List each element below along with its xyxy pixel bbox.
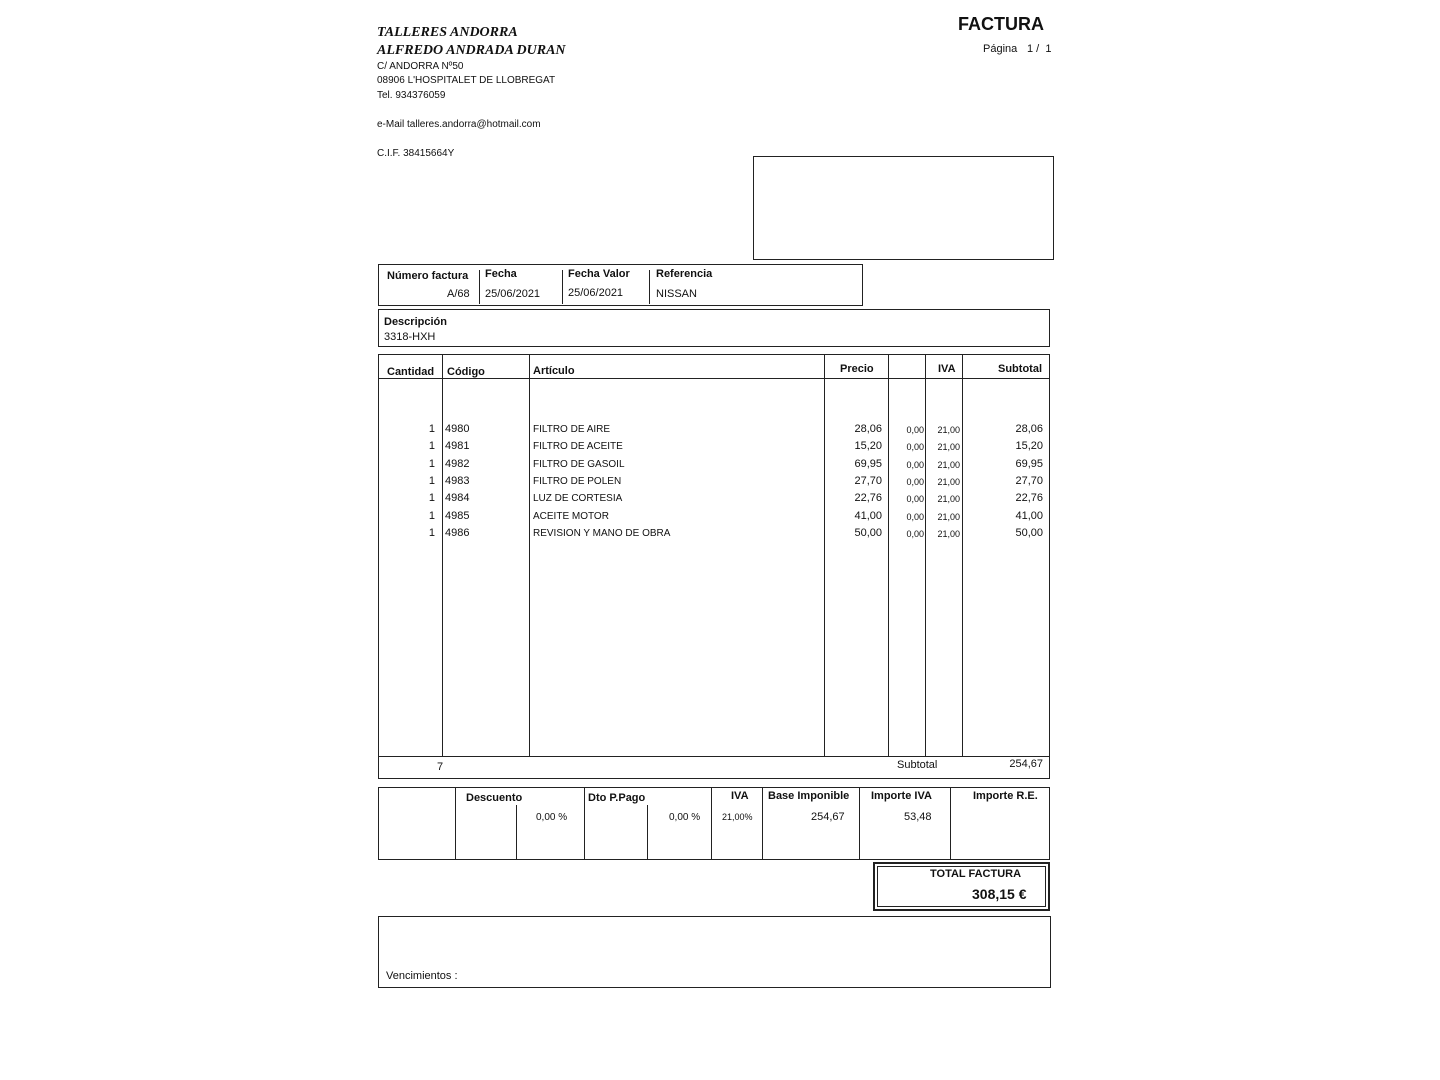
cell-codigo: 4980: [445, 423, 470, 435]
cell-iva: 21,00: [937, 528, 960, 539]
cell-articulo: FILTRO DE AIRE: [533, 424, 611, 435]
cell-subtotal: 69,95: [1015, 457, 1043, 470]
footer-subtotal-label: Subtotal: [897, 759, 938, 771]
cell-precio: 15,20: [854, 440, 882, 453]
cell-dto: 0,00: [906, 442, 924, 453]
cell-iva: 21,00: [937, 459, 960, 470]
table-row: [0, 492, 1440, 509]
cell-precio: 22,76: [854, 492, 882, 505]
cell-precio: 69,95: [854, 457, 882, 470]
descripcion-box: [378, 309, 1050, 347]
descuento-label: Descuento: [466, 792, 523, 804]
fecha-valor-value: 25/06/2021: [568, 287, 624, 299]
cell-articulo: ACEITE MOTOR: [533, 510, 609, 522]
cell-precio: 27,70: [854, 474, 882, 487]
cell-subtotal: 50,00: [1015, 526, 1043, 539]
col-subtotal-header: Subtotal: [998, 363, 1042, 375]
cell-codigo: 4985: [445, 509, 470, 522]
cell-iva: 21,00: [937, 442, 960, 453]
cell-codigo: 4982: [445, 457, 470, 470]
page-number: 1 / 1: [1027, 43, 1052, 55]
cell-dto: 0,00: [906, 425, 924, 435]
iva-label: IVA: [731, 790, 749, 802]
vencimientos-label: Vencimientos :: [386, 970, 458, 982]
footer-subtotal-value: 254,67: [1009, 758, 1043, 770]
company-city: 08906 L'HOSPITALET DE LLOBREGAT: [377, 75, 556, 86]
table-row: [0, 458, 1440, 475]
cell-articulo: FILTRO DE POLEN: [533, 475, 622, 487]
col-iva-header: IVA: [938, 363, 956, 375]
document-title: FACTURA: [958, 14, 1044, 34]
iva-value: 21,00%: [722, 812, 753, 822]
company-email: e-Mail talleres.andorra@hotmail.com: [377, 119, 541, 130]
cell-codigo: 4984: [445, 492, 470, 505]
page-label: Página: [983, 43, 1018, 55]
fecha-valor-label: Fecha Valor: [568, 268, 630, 280]
items-table: [378, 354, 1050, 779]
table-row: [0, 440, 1440, 457]
table-row: [0, 527, 1440, 544]
cell-cantidad: 1: [428, 509, 435, 522]
total-factura-label: TOTAL FACTURA: [930, 868, 1022, 880]
company-address: C/ ANDORRA Nº50: [377, 61, 464, 72]
col-codigo-header: Código: [447, 366, 485, 378]
cell-articulo: REVISION Y MANO DE OBRA: [533, 527, 671, 539]
importe-re-label: Importe R.E.: [973, 790, 1038, 802]
cell-subtotal: 15,20: [1015, 440, 1043, 453]
cell-iva: 21,00: [937, 494, 960, 505]
cell-articulo: FILTRO DE GASOIL: [533, 458, 625, 470]
cell-dto: 0,00: [906, 511, 924, 522]
cell-subtotal: 28,06: [1015, 423, 1043, 435]
importe-iva-label: Importe IVA: [871, 790, 932, 802]
cell-precio: 28,06: [854, 423, 882, 435]
cell-cantidad: 1: [428, 423, 435, 435]
cell-iva: 21,00: [937, 425, 960, 435]
referencia-label: Referencia: [656, 268, 713, 280]
table-row: [0, 475, 1440, 492]
cell-dto: 0,00: [906, 476, 924, 487]
total-factura-value: 308,15 €: [972, 886, 1027, 902]
base-imponible-label: Base Imponible: [768, 790, 850, 802]
company-cif: C.I.F. 38415664Y: [377, 148, 455, 159]
cell-dto: 0,00: [906, 459, 924, 470]
cell-codigo: 4983: [445, 474, 470, 487]
company-name-line2: ALFREDO ANDRADA DURAN: [377, 43, 566, 58]
cell-precio: 50,00: [854, 526, 882, 539]
cell-subtotal: 41,00: [1015, 509, 1043, 522]
fecha-value: 25/06/2021: [485, 288, 541, 300]
importe-iva-value: 53,48: [904, 811, 932, 823]
cell-cantidad: 1: [428, 440, 435, 453]
client-address-box: [753, 156, 1054, 260]
cell-iva: 21,00: [937, 476, 960, 487]
cell-articulo: LUZ DE CORTESIA: [533, 493, 623, 505]
col-cantidad-header: Cantidad: [387, 366, 435, 378]
fecha-label: Fecha: [485, 268, 517, 280]
cell-articulo: FILTRO DE ACEITE: [533, 441, 623, 453]
dto-pago-value: 0,00 %: [669, 812, 701, 823]
cell-precio: 41,00: [854, 509, 882, 522]
cell-subtotal: 22,76: [1015, 492, 1043, 505]
cell-cantidad: 1: [428, 474, 435, 487]
col-articulo-header: Artículo: [533, 365, 575, 377]
footer-count: 7: [437, 761, 444, 773]
table-row: [0, 510, 1440, 527]
cell-dto: 0,00: [906, 528, 924, 539]
descuento-value: 0,00 %: [536, 812, 568, 823]
referencia-value: NISSAN: [656, 288, 697, 300]
cell-codigo: 4981: [445, 440, 470, 453]
cell-subtotal: 27,70: [1015, 474, 1043, 487]
cell-iva: 21,00: [937, 511, 960, 522]
cell-cantidad: 1: [428, 457, 435, 470]
cell-dto: 0,00: [906, 494, 924, 505]
col-precio-header: Precio: [840, 363, 874, 375]
cell-cantidad: 1: [428, 492, 435, 505]
base-imponible-value: 254,67: [811, 811, 845, 823]
descripcion-value: 3318-HXH: [384, 331, 436, 343]
table-row: [0, 423, 1440, 440]
vencimientos-box: [378, 916, 1051, 988]
cell-cantidad: 1: [428, 526, 435, 539]
company-phone: Tel. 934376059: [377, 90, 446, 101]
company-name-line1: TALLERES ANDORRA: [377, 25, 518, 40]
numero-factura-label: Número factura: [387, 270, 469, 282]
numero-factura-value: A/68: [447, 288, 470, 300]
dto-pago-label: Dto P.Pago: [588, 792, 646, 804]
cell-codigo: 4986: [445, 526, 470, 539]
descripcion-label: Descripción: [384, 316, 447, 328]
